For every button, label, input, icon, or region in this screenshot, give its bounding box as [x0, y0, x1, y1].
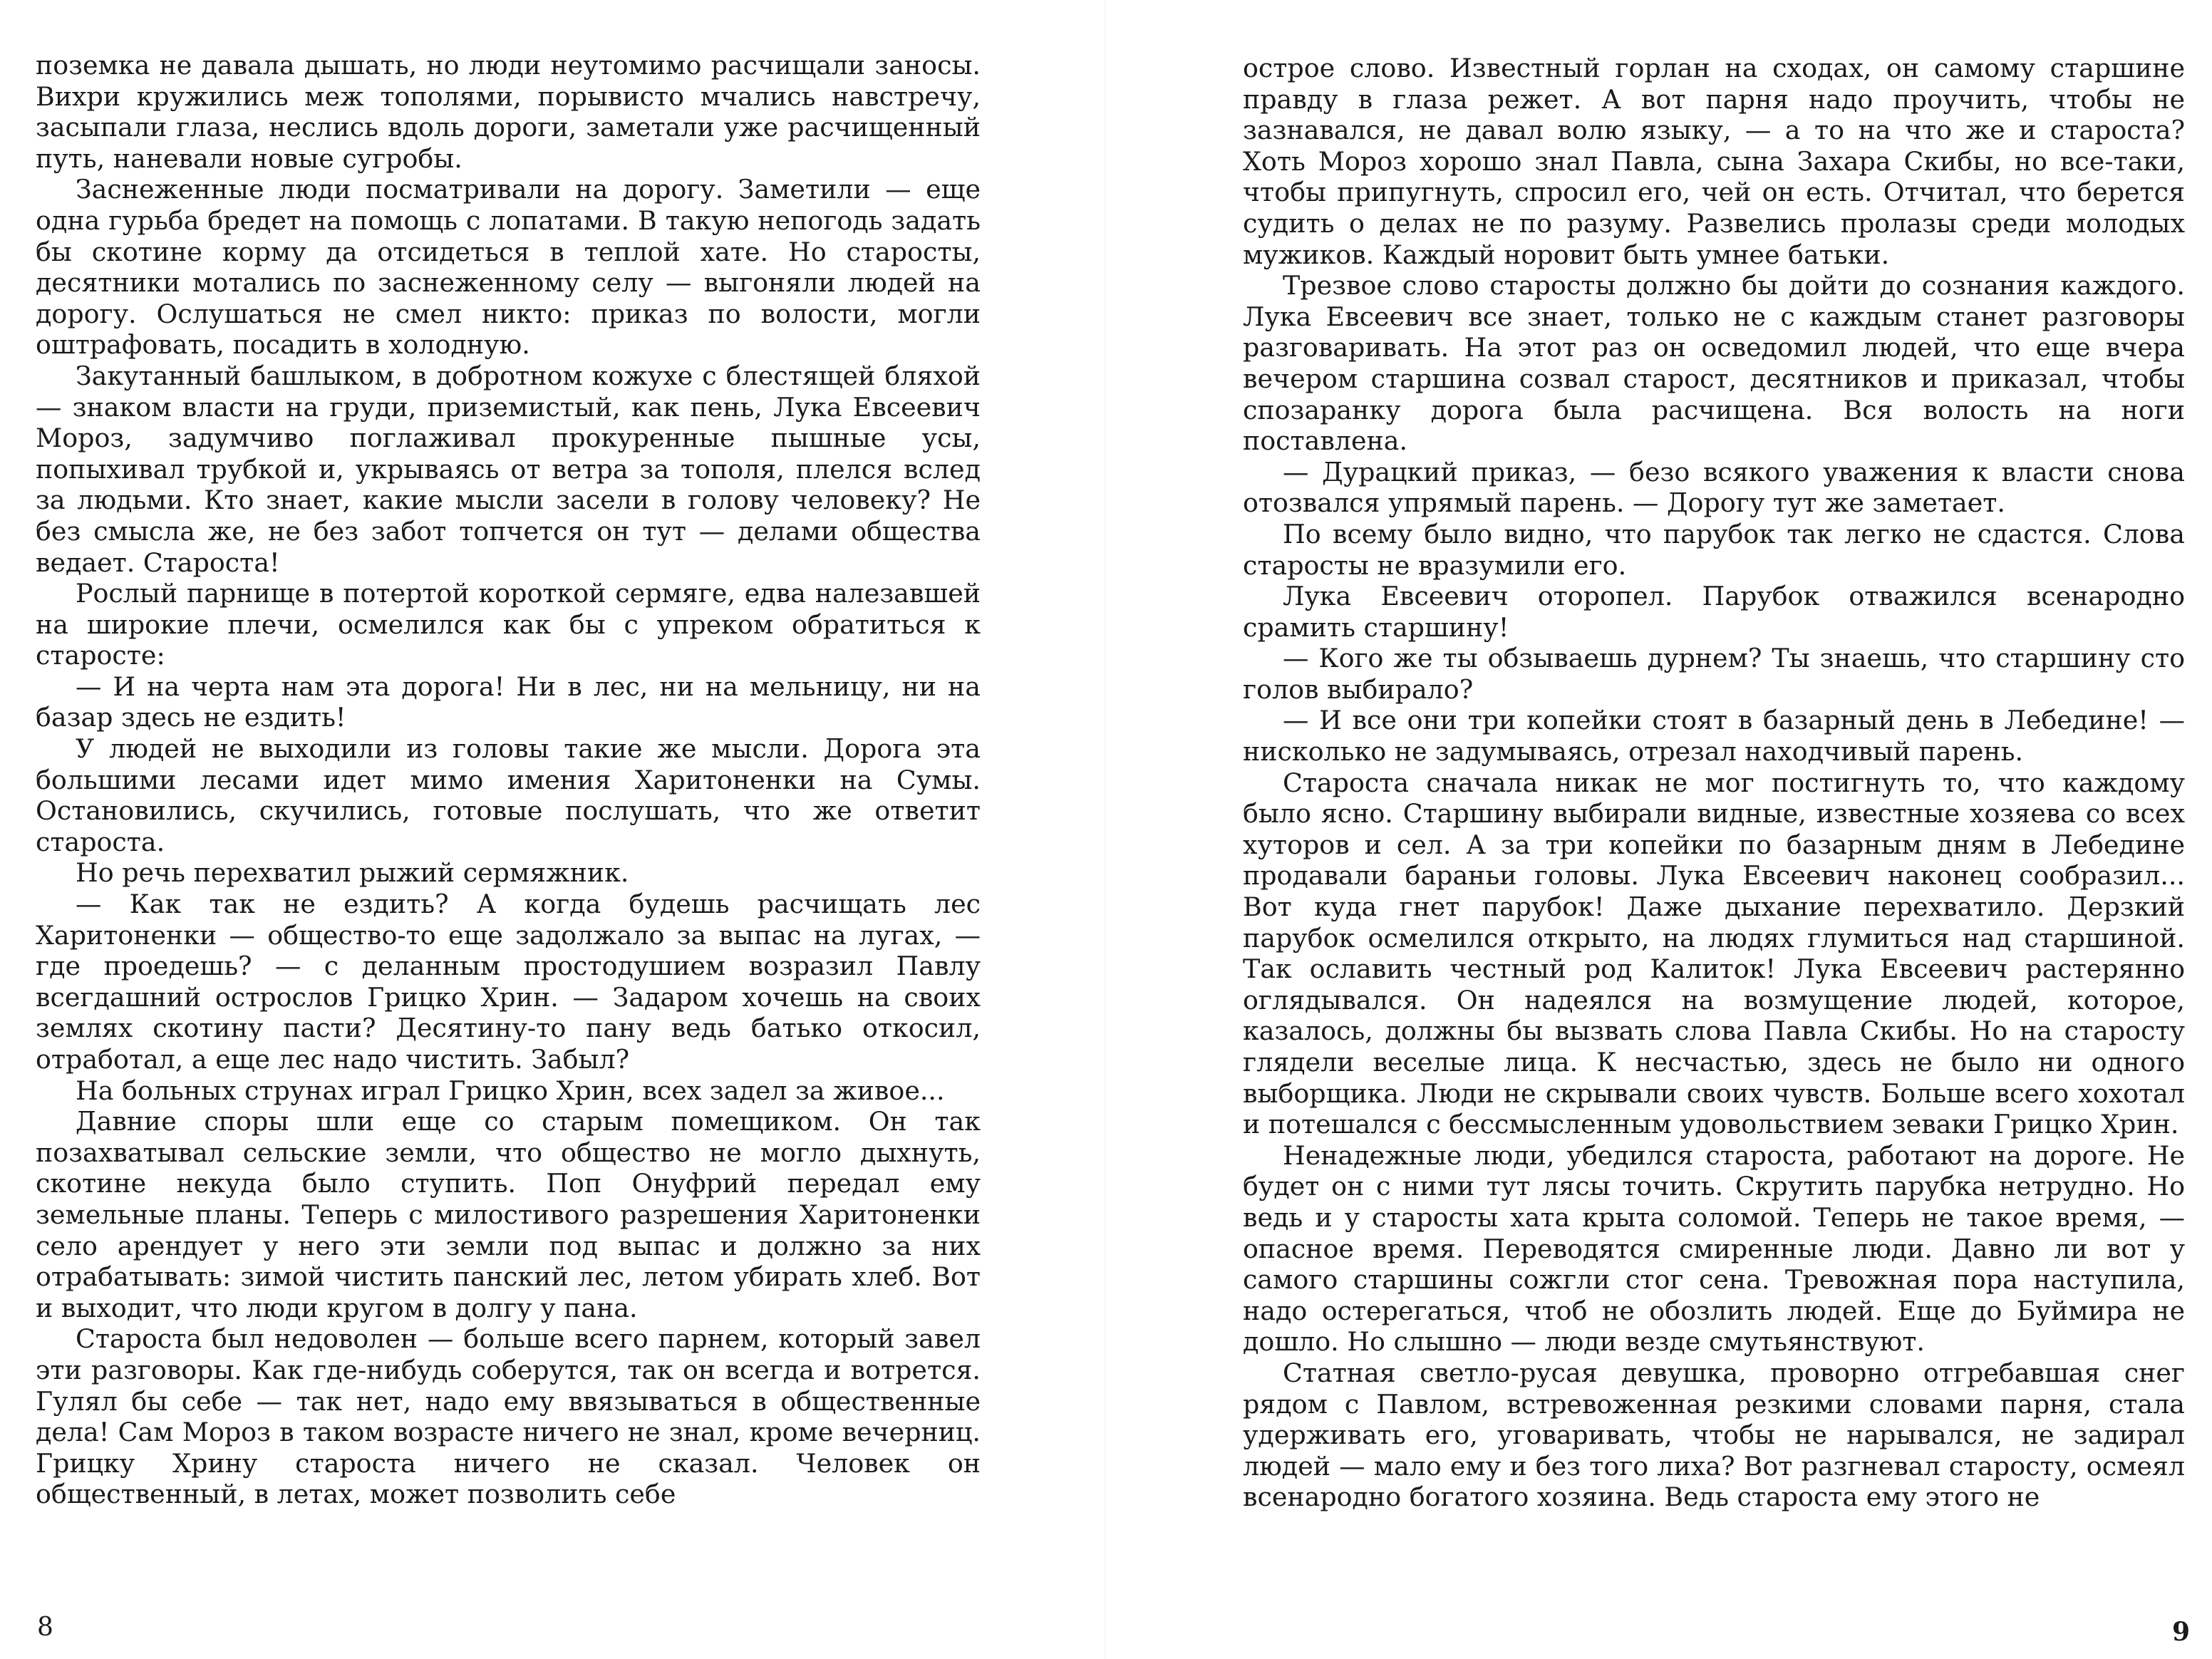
dialogue-line: — Дурацкий приказ, — безо всякого уважения к власти снова отозвался упрямый парень. — Дорогу тут же заметает. [1243, 456, 2185, 519]
page-number-left: 8 [37, 1613, 53, 1642]
paragraph: Трезвое слово старосты должно бы дойти до сознания каждого. Лука Евсеевич все знает, только не с каждым станет разговоры разговаривать. На этот раз он осведомил людей, что еще вчера вечером старшина созвал старост, десятников и приказал, чтобы спозаранку дорога была расчищена. Вся волость на ноги поставлена. [1243, 270, 2185, 457]
paragraph: Староста сначала никак не мог постигнуть то, что каждому было ясно. Старшину выбирали видные, известные хозяева со всех хуторов и сел. А за три копейки по базарным дням в Лебедине продавали бараньи головы. Лука Евсеевич наконец сообразил... Вот куда гнет парубок! Даже дыхание перехватило. Дерзкий парубок осмелился открыто, на людях глумиться над старшиной. Так ославить честный род Калиток! Лука Евсеевич растерянно оглядывался. Он надеялся на возмущение людей, которое, казалось, должны бы вызвать слова Павла Скибы. Но на старосту глядели веселые лица. К несчастью, здесь не было ни одного выборщика. Люди не скрывали своих чувств. Больше всего хохотал и потешался с бессмысленным удовольствием зеваки Грицко Хрин. [1243, 767, 2185, 1140]
paragraph: острое слово. Известный горлан на сходах, он самому старшине правду в глаза режет. А вот парня надо проучить, чтобы не зазнавался, не давал волю языку, — а то на что же и староста? Хоть Мороз хорошо знал Павла, сына Захара Скибы, но все-таки, чтобы припугнуть, спросил его, чей он есть. Отчитал, что берется судить о делах не по разуму. Развелись пролазы среди молодых мужиков. Каждый норовит быть умнее батьки. [1243, 53, 2185, 270]
dialogue-line: — Кого же ты обзываешь дурнем? Ты знаешь, что старшину сто голов выбирало? [1243, 643, 2185, 705]
page-number-right: 9 [2172, 1617, 2191, 1647]
dialogue-line: — И на черта нам эта дорога! Ни в лес, ни на мельницу, ни на базар здесь не ездить! [36, 671, 981, 733]
paragraph: Закутанный башлыком, в добротном кожухе с блестящей бляхой — знаком власти на груди, приземистый, как пень, Лука Евсеевич Мороз, задумчиво поглаживал прокуренные пышные усы, попыхивал трубкой и, укрываясь от ветра за тополя, плелся вслед за людьми. Кто знает, какие мысли засели в голову человеку? Не без смысла же, не без забот топчется он тут — делами общества ведает. Староста! [36, 360, 981, 578]
paragraph: Но речь перехватил рыжий сермяжник. [76, 857, 629, 889]
paragraph: По всему было видно, что парубок так легко не сдастся. Слова старосты не вразумили его. [1243, 518, 2185, 581]
dialogue-line: — И все они три копейки стоят в базарный день в Лебедине! — нисколько не задумываясь, отрезал находчивый парень. [1243, 705, 2185, 768]
left-page-text [36, 50, 981, 1510]
paragraph: Ненадежные люди, убедился староста, работают на дороге. Не будет он с ними тут лясы точить. Скрутить парубка нетрудно. Но ведь и у старосты хата крыта соломой. Теперь не такое время, — опасное время. Переводятся смиренные люди. Давно ли вот у самого старшины сожгли стог сена. Тревожная пора наступила, надо остерегаться, чтоб не обозлить людей. Еще до Буймира не дошло. Но слышно — люди везде смутьянствуют. [1243, 1139, 2185, 1358]
dialogue-line: — Как так не ездить? А когда будешь расчищать лес Харитоненки — общество-то еще задолжало за выпас на лугах, — где проедешь? — с деланным простодушием возразил Павлу всегдашний острослов Грицко Хрин. — Задаром хочешь на своих землях скотину пасти? Десятину-то пану ведь батько откосил, отработал, а еще лес надо чистить. Забыл? [36, 889, 981, 1075]
paragraph: У людей не выходили из головы такие же мысли. Дорога эта большими лесами идет мимо имения Харитоненки на Сумы. Остановились, скучились, готовые послушать, что же ответит староста. [36, 733, 981, 857]
paragraph: Рослый парнище в потертой короткой сермяге, едва налезавшей на широкие плечи, осмелился как бы с упреком обратиться к старосте: [36, 578, 981, 671]
right-page [1106, 0, 2212, 1659]
paragraph: поземка не давала дышать, но люди неутомимо расчищали заносы. Вихри кружились меж тополями, порывисто мчались навстречу, засыпали глаза, неслись вдоль дороги, заметали уже расчищенный путь, наневали новые сугробы. [36, 50, 981, 174]
paragraph: Заснеженные люди посматривали на дорогу. Заметили — еще одна гурьба бредет на помощь с лопатами. В такую непогодь задать бы скотине корму да отсидеться в теплой хате. Но старосты, десятники мотались по заснеженному селу — выгоняли людей на дорогу. Ослушаться не смел никто: приказ по волости, могли оштрафовать, посадить в холодную. [36, 174, 981, 361]
right-page-text [1243, 53, 2185, 1513]
paragraph: Давние споры шли еще со старым помещиком. Он так позахватывал сельские земли, что общество не могло дыхнуть, скотине некуда было ступить. Поп Онуфрий передал ему земельные планы. Теперь с милостивого разрешения Харитоненки село арендует у него эти земли под выпас и должно за них отрабатывать: зимой чистить панский лес, летом убирать хлеб. Вот и выходит, что люди кругом в долгу у пана. [36, 1106, 981, 1323]
paragraph: Статная светло-русая девушка, проворно отгребавшая снег рядом с Павлом, встревоженная резкими словами парня, стала удерживать его, уговаривать, чтобы не нарывался, не задирал людей — мало ему и без того лиха? Вот разгневал старосту, осмеял всенародно богатого хозяина. Ведь староста ему этого не [1243, 1357, 2185, 1513]
paragraph: Лука Евсеевич оторопел. Парубок отважился всенародно срамить старшину! [1243, 581, 2185, 643]
paragraph: На больных струнах играл Грицко Хрин, всех задел за живое... [76, 1075, 945, 1106]
paragraph: Староста был недоволен — больше всего парнем, который завел эти разговоры. Как где-нибудь соберутся, так он всегда и вотрется. Гулял бы себе — так нет, надо ему ввязываться в общественные дела! Сам Мороз в таком возрасте ничего не знал, кроме вечерниц. Грицку Хрину староста ничего не сказал. Человек он общественный, в летах, может позволить себе [36, 1323, 981, 1510]
